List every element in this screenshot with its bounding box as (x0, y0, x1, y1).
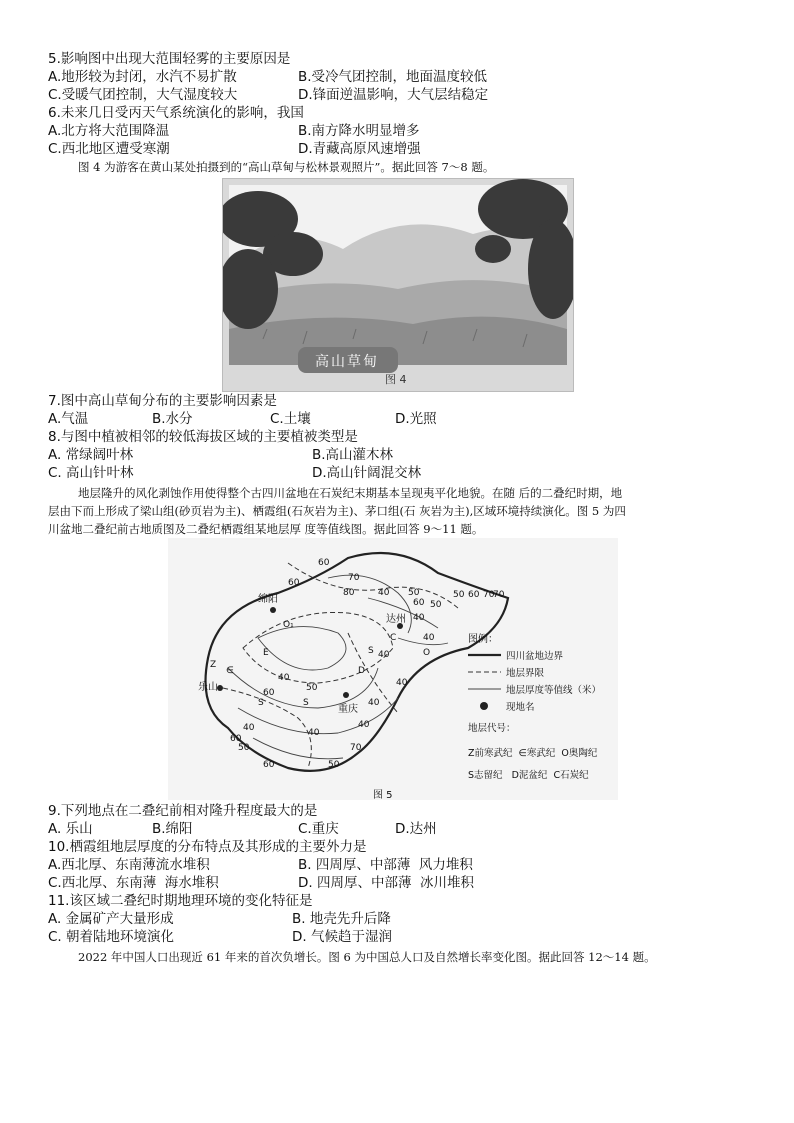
q6-option-c[interactable]: C.西北地区遭受寒潮 (48, 141, 170, 157)
q5-option-a[interactable]: A.地形较为封闭，水汽不易扩散 (48, 69, 237, 85)
legend-basin-boundary: 四川盆地边界 (506, 651, 564, 662)
intro-fig5-line2: 层由下而上形成了梁山组(砂页岩为主)、栖霞组(石灰岩为主)、茅口组(石 灰岩为主),区域环境持续演化。图 5 为四 (48, 504, 626, 518)
q8-option-a[interactable]: A. 常绿阔叶林 (48, 447, 134, 463)
meadow-sign-label: 高山草甸 (315, 354, 379, 370)
contour-label: 40 (358, 720, 370, 730)
q10-option-a[interactable]: A.西北厚、东南薄流水堆积 (48, 857, 210, 873)
meadow-pine-photo (223, 179, 573, 391)
q7-option-a[interactable]: A.气温 (48, 411, 89, 427)
q8-option-d[interactable]: D.高山针阔混交林 (312, 465, 422, 481)
q7-stem: 7.图中高山草甸分布的主要影响因素是 (48, 393, 277, 409)
q6-option-d[interactable]: D.青藏高原风速增强 (298, 141, 421, 157)
contour-label: 50 (306, 683, 318, 693)
legend-place-swatch (480, 702, 488, 710)
q9-stem: 9.下列地点在二叠纪前相对隆升程度最大的是 (48, 803, 318, 819)
q5-option-d[interactable]: D.锋面逆温影响，大气层结稳定 (298, 87, 489, 103)
city-label-dazhou: 达州 (386, 614, 406, 625)
intro-fig5-line1: 地层隆升的风化剥蚀作用使得整个古四川盆地在石炭纪末期基本呈现夷平化地貌。在随 后的二叠纪时期，地 (78, 486, 623, 500)
contour-label: 40 (413, 613, 425, 623)
q7-option-d[interactable]: D.光照 (395, 411, 437, 427)
intro-fig6: 2022 年中国人口出现近 61 年来的首次负增长。图 6 为中国总人口及自然增长率变化图。据此回答 12～14 题。 (78, 950, 656, 964)
figure-4-caption: 图 4 (385, 373, 407, 386)
q11-option-d[interactable]: D. 气候趋于湿润 (292, 929, 392, 945)
contour-label: 60 (230, 734, 242, 744)
strata-code: O (423, 648, 431, 658)
legend-place-name: 现地名 (506, 702, 535, 713)
contour-label: 60 (263, 760, 275, 770)
q10-option-b[interactable]: B. 四周厚、中部薄 风力堆积 (298, 857, 473, 873)
codes-title: 地层代号： (468, 723, 516, 734)
figure-4-photo (222, 178, 574, 392)
contour-label: 60 (413, 598, 425, 608)
contour-label: 40 (368, 698, 380, 708)
q8-option-b[interactable]: B.高山灌木林 (312, 447, 394, 463)
contour-label: 60 (288, 578, 300, 588)
q6-option-b[interactable]: B.南方降水明显增多 (298, 123, 420, 139)
q10-option-d[interactable]: D. 四周厚、中部薄 冰川堆积 (298, 875, 475, 891)
codes-row-1: Z前寒武纪 ∈寒武纪 O奥陶纪 (468, 748, 598, 759)
q5-stem: 5.影响图中出现大范围轻雾的主要原因是 (48, 51, 291, 67)
q8-option-c[interactable]: C. 高山针叶林 (48, 465, 134, 481)
q11-option-c[interactable]: C. 朝着陆地环境演化 (48, 929, 175, 945)
figure-5-caption: 图 5 (373, 790, 393, 801)
strata-code: E (263, 648, 269, 658)
contour-label: 40 (243, 723, 255, 733)
legend-thickness-contour: 地层厚度等值线（米） (506, 685, 602, 696)
contour-label: 60 (468, 590, 480, 600)
q7-option-b[interactable]: B.水分 (152, 411, 193, 427)
contour-label: 50 (328, 760, 340, 770)
city-label-mianyang: 绵阳 (258, 594, 278, 605)
contour-label: 80 (343, 588, 355, 598)
contour-label: 70 (493, 590, 505, 600)
legend-title: 图例： (468, 634, 498, 645)
city-label-leshan: 乐山 (198, 682, 218, 693)
contour-label: 40 (378, 650, 390, 660)
contour-label: 50 (408, 588, 420, 598)
basin-boundary (206, 553, 509, 771)
q10-stem: 10.栖霞组地层厚度的分布特点及其形成的主要外力是 (48, 839, 367, 855)
q9-option-d[interactable]: D.达州 (395, 821, 437, 837)
q9-option-a[interactable]: A. 乐山 (48, 821, 93, 837)
contour-label: 40 (396, 678, 408, 688)
contour-label: 70 (348, 573, 360, 583)
strata-code: ∈ (226, 666, 234, 676)
contour-label: 50 (430, 600, 442, 610)
contour-label: 50 (238, 743, 250, 753)
q8-stem: 8.与图中植被相邻的较低海拔区域的主要植被类型是 (48, 429, 358, 445)
city-label-chongqing: 重庆 (338, 704, 358, 715)
city-dot-chongqing (343, 692, 349, 698)
codes-row-2: S志留纪 D泥盆纪 C石炭纪 (468, 770, 589, 781)
q5-option-b[interactable]: B.受冷气团控制，地面温度较低 (298, 69, 488, 85)
intro-fig5-line3: 川盆地二叠纪前古地质图及二叠纪栖霞组某地层厚 度等值线图。据此回答 9～11 题。 (48, 522, 484, 536)
city-dot-mianyang (270, 607, 276, 613)
strata-code: Z (210, 660, 217, 670)
strata-code: C (390, 633, 397, 643)
legend-strata-boundary: 地层界限 (506, 668, 545, 679)
contour-label: 50 (453, 590, 465, 600)
q10-option-c[interactable]: C.西北厚、东南薄 海水堆积 (48, 875, 219, 891)
figure-5-map (168, 538, 618, 800)
contour-label: 40 (278, 673, 290, 683)
q11-option-a[interactable]: A. 金属矿产大量形成 (48, 911, 174, 927)
contour-label: 40 (423, 633, 435, 643)
intro-fig4: 图 4 为游客在黄山某处拍摄到的“高山草甸与松林景观照片”。据此回答 7～8 题。 (78, 160, 495, 174)
strata-code: S (303, 698, 309, 708)
q11-option-b[interactable]: B. 地壳先升后降 (292, 911, 391, 927)
contour-label: 40 (308, 728, 320, 738)
q5-option-c[interactable]: C.受暖气团控制，大气湿度较大 (48, 87, 238, 103)
q11-stem: 11.该区域二叠纪时期地理环境的变化特征是 (48, 893, 313, 909)
contour-label: 40 (378, 588, 390, 598)
strata-code: D (358, 666, 365, 676)
q9-option-c[interactable]: C.重庆 (298, 821, 339, 837)
q7-option-c[interactable]: C.土壤 (270, 411, 311, 427)
q9-option-b[interactable]: B.绵阳 (152, 821, 193, 837)
q6-option-a[interactable]: A.北方将大范围降温 (48, 123, 170, 139)
q6-stem: 6.未来几日受丙天气系统演化的影响，我国 (48, 105, 304, 121)
sichuan-basin-map (168, 538, 618, 800)
contour-label: 70 (483, 590, 495, 600)
contour-label: 60 (318, 558, 330, 568)
strata-code: O₁ (283, 620, 294, 630)
contour-label: 60 (263, 688, 275, 698)
strata-code: S (258, 698, 264, 708)
contour-label: 70 (350, 743, 362, 753)
strata-code: S (368, 646, 374, 656)
